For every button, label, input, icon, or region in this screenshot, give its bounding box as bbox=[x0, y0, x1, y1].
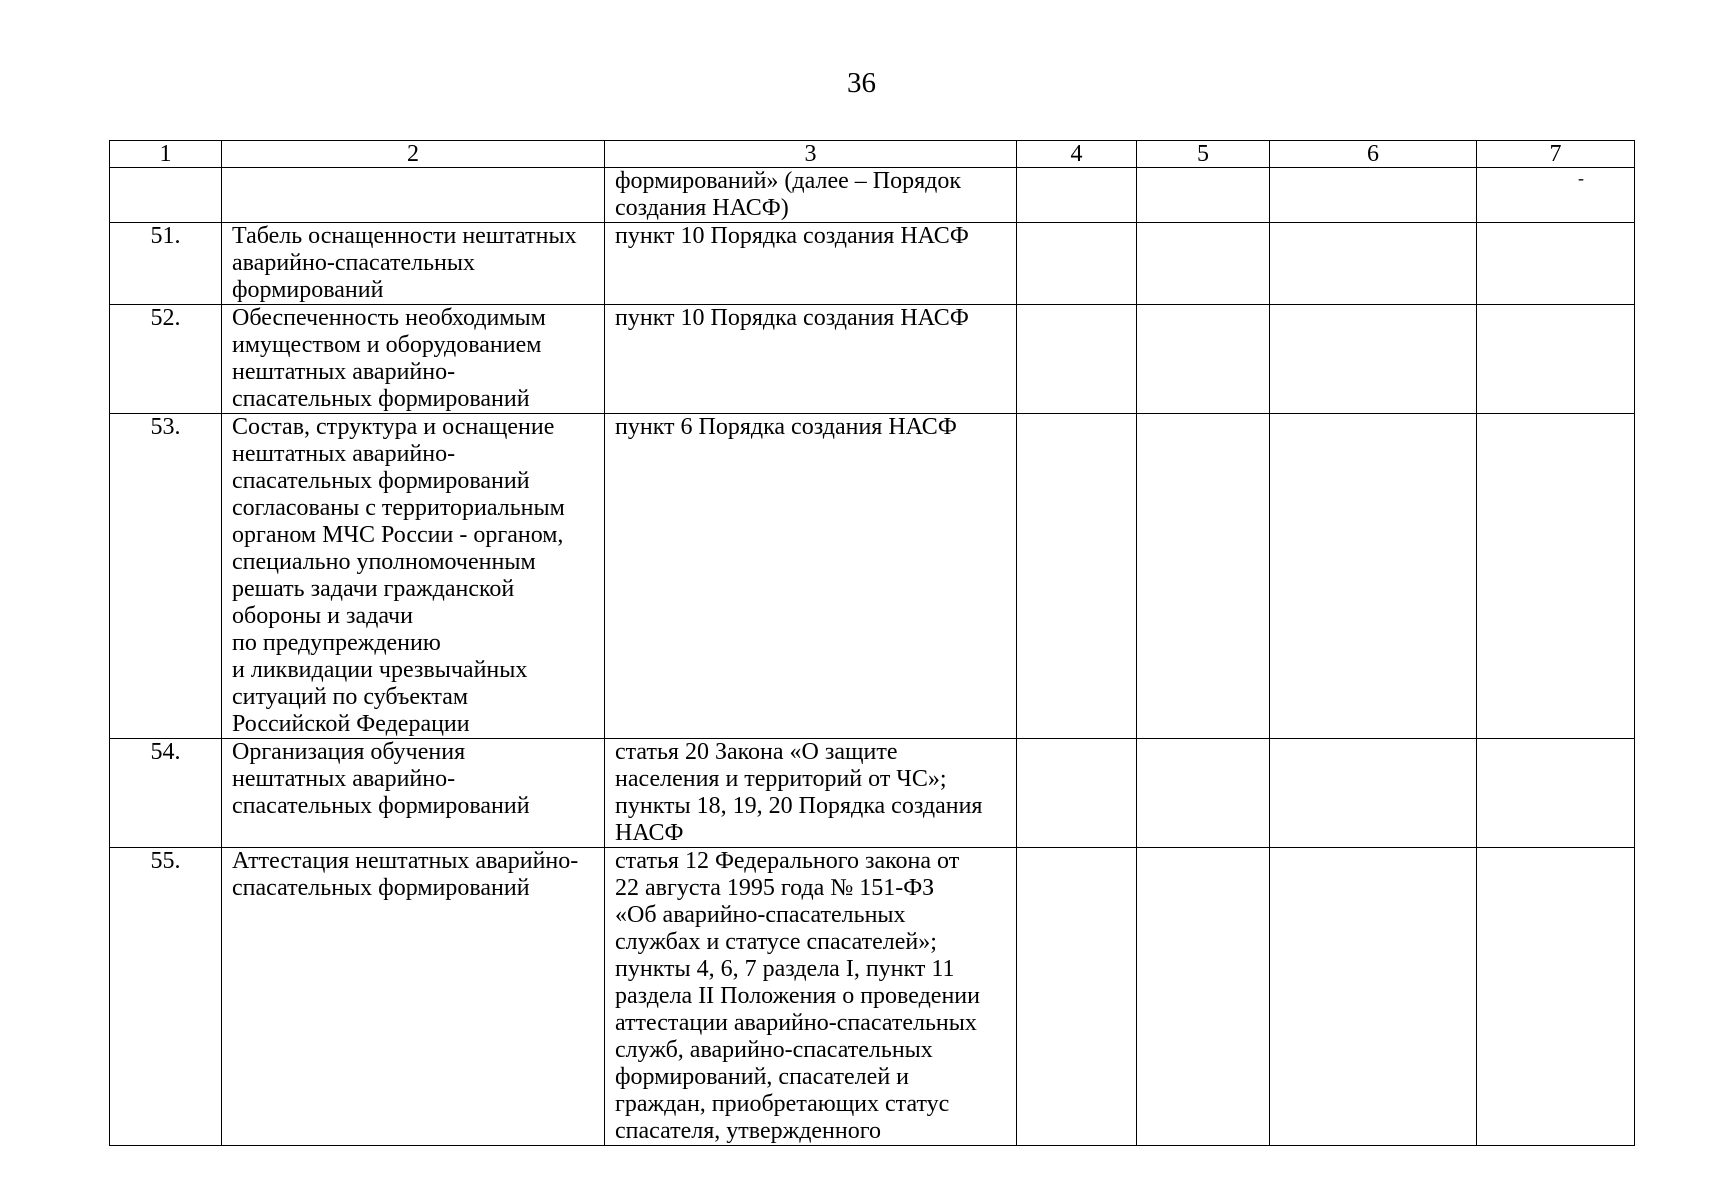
column-5-cell bbox=[1137, 848, 1270, 1146]
column-5-cell bbox=[1137, 223, 1270, 305]
table-row bbox=[110, 414, 1635, 739]
requirement-cell: Организация обучения нештатных аварийно- спасательных формирований bbox=[222, 739, 605, 848]
row-number-cell: 51. bbox=[110, 223, 222, 305]
row-number-cell: 54. bbox=[110, 739, 222, 848]
column-5-cell bbox=[1137, 414, 1270, 739]
legal-reference-cell: формирований» (далее – Порядок создания НАСФ) bbox=[605, 168, 1017, 223]
column-header-5: 5 bbox=[1137, 141, 1270, 168]
column-7-cell bbox=[1477, 223, 1635, 305]
requirements-table bbox=[109, 140, 1635, 1146]
column-6-cell bbox=[1270, 223, 1477, 305]
column-header-7: 7 bbox=[1477, 141, 1635, 168]
row-number-cell: 52. bbox=[110, 305, 222, 414]
column-header-1: 1 bbox=[110, 141, 222, 168]
legal-reference-cell: статья 12 Федерального закона от 22 августа 1995 года № 151-ФЗ «Об аварийно-спасательных службах и статусе спасателей»; пункты 4, 6, 7 раздела I, пункт 11 раздела II Положения о проведении аттестации аварийно-спасательных служб, аварийно-спасательных формирований, спасателей и граждан, приобретающих статус спасателя, утвержденного bbox=[605, 848, 1017, 1146]
requirement-cell: Табель оснащенности нештатных аварийно-спасательных формирований bbox=[222, 223, 605, 305]
table-row bbox=[110, 305, 1635, 414]
table-row bbox=[110, 739, 1635, 848]
table-row-continuation bbox=[110, 168, 1635, 223]
column-6-cell bbox=[1270, 848, 1477, 1146]
column-4-cell bbox=[1017, 223, 1137, 305]
column-header-3: 3 bbox=[605, 141, 1017, 168]
column-5-cell bbox=[1137, 168, 1270, 223]
column-4-cell bbox=[1017, 739, 1137, 848]
page-number: 36 bbox=[847, 67, 876, 99]
legal-reference-cell: статья 20 Закона «О защите населения и территорий от ЧС»; пункты 18, 19, 20 Порядка создания НАСФ bbox=[605, 739, 1017, 848]
legal-reference-cell: пункт 10 Порядка создания НАСФ bbox=[605, 305, 1017, 414]
requirement-cell bbox=[222, 168, 605, 223]
row-number-cell: 53. bbox=[110, 414, 222, 739]
column-6-cell bbox=[1270, 739, 1477, 848]
column-header-6: 6 bbox=[1270, 141, 1477, 168]
dash-mark: - bbox=[1578, 168, 1584, 188]
requirement-cell: Аттестация нештатных аварийно- спасательных формирований bbox=[222, 848, 605, 1146]
column-7-cell bbox=[1477, 305, 1635, 414]
column-4-cell bbox=[1017, 414, 1137, 739]
column-4-cell bbox=[1017, 168, 1137, 223]
table-row bbox=[110, 848, 1635, 1146]
column-4-cell bbox=[1017, 848, 1137, 1146]
requirement-cell: Обеспеченность необходимым имуществом и оборудованием нештатных аварийно- спасательных формирований bbox=[222, 305, 605, 414]
legal-reference-cell: пункт 10 Порядка создания НАСФ bbox=[605, 223, 1017, 305]
row-number-cell bbox=[110, 168, 222, 223]
column-7-cell bbox=[1477, 739, 1635, 848]
column-header-row bbox=[110, 141, 1635, 168]
column-header-4: 4 bbox=[1017, 141, 1137, 168]
column-6-cell bbox=[1270, 414, 1477, 739]
column-7-cell bbox=[1477, 168, 1635, 223]
column-5-cell bbox=[1137, 305, 1270, 414]
column-header-2: 2 bbox=[222, 141, 605, 168]
row-number-cell: 55. bbox=[110, 848, 222, 1146]
column-6-cell bbox=[1270, 305, 1477, 414]
legal-reference-cell: пункт 6 Порядка создания НАСФ bbox=[605, 414, 1017, 739]
column-4-cell bbox=[1017, 305, 1137, 414]
column-7-cell bbox=[1477, 848, 1635, 1146]
table-row bbox=[110, 223, 1635, 305]
column-7-cell bbox=[1477, 414, 1635, 739]
column-5-cell bbox=[1137, 739, 1270, 848]
requirement-cell: Состав, структура и оснащение нештатных аварийно- спасательных формирований согласованы с территориальным органом МЧС России - органом, специально уполномоченным решать задачи гражданской обороны и задачи по предупреждению и ликвидации чрезвычайных ситуаций по субъектам Российской Федерации bbox=[222, 414, 605, 739]
column-6-cell bbox=[1270, 168, 1477, 223]
